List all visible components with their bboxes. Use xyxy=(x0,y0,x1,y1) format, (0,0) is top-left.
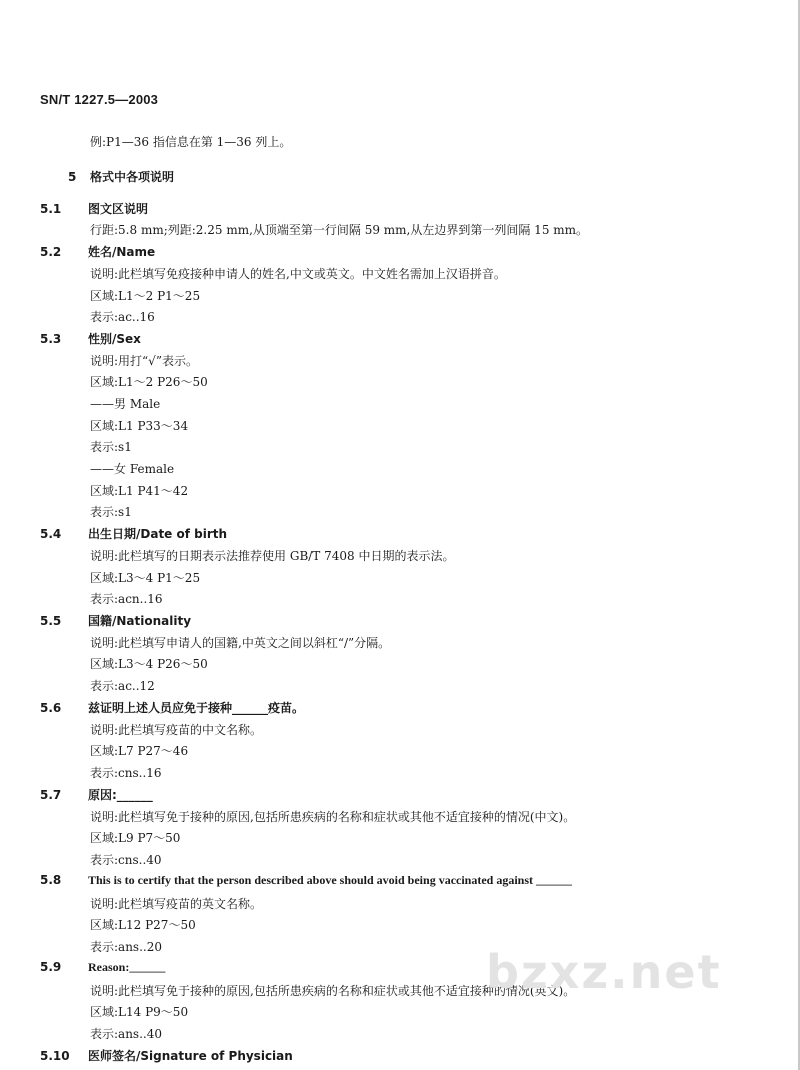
item-number: 5.1 xyxy=(40,202,62,216)
item-line: 区域:L12 P27～50 xyxy=(90,918,196,932)
item-line: 表示:acn..16 xyxy=(90,592,163,606)
item-line: 区域:L14 P9～50 xyxy=(90,1005,189,1019)
item-line: 区域:L7 P27～46 xyxy=(90,744,189,758)
item-line: 区域:L3～4 P1～25 xyxy=(90,571,201,585)
item-line: 说明:此栏填写免于接种的原因,包括所患疾病的名称和症状或其他不适宜接种的情况(英文)。 xyxy=(90,984,576,998)
item-title: 医师签名/Signature of Physician xyxy=(88,1049,293,1063)
item-heading xyxy=(40,200,148,217)
item-line: 表示:cns..40 xyxy=(90,853,162,867)
item-line: 说明:此栏填写疫苗的中文名称。 xyxy=(90,723,263,737)
item-line: 区域:L1 P41～42 xyxy=(90,484,189,498)
item-title: Reason:______ xyxy=(88,960,166,974)
item-number: 5.8 xyxy=(40,873,62,887)
item-title: 姓名/Name xyxy=(88,245,156,259)
item-number: 5.3 xyxy=(40,332,62,346)
item-line: 表示:s1 xyxy=(90,505,132,519)
item-line: 行距:5.8 mm;列距:2.25 mm,从顶端至第一行间隔 59 mm,从左边界到第一列间隔 15 mm。 xyxy=(90,223,589,237)
item-line: 表示:ans..40 xyxy=(90,1027,162,1041)
item-line: 区域:L1～2 P26～50 xyxy=(90,375,208,389)
document-id: SN/T 1227.5—2003 xyxy=(40,92,159,107)
item-heading xyxy=(40,612,191,629)
item-line: 区域:L9 P7～50 xyxy=(90,831,181,845)
item-heading xyxy=(40,525,227,542)
item-title: This is to certify that the person described above should avoid being vaccinated against ______ xyxy=(88,873,573,887)
item-line: 说明:此栏填写免于接种的原因,包括所患疾病的名称和症状或其他不适宜接种的情况(中文)。 xyxy=(90,810,576,824)
item-number: 5.2 xyxy=(40,245,62,259)
item-heading xyxy=(40,1047,293,1064)
item-title: 图文区说明 xyxy=(88,202,149,216)
item-line: 表示:ac..12 xyxy=(90,679,155,693)
item-line: ——男 Male xyxy=(90,397,161,411)
item-line: 表示:ac..16 xyxy=(90,310,155,324)
item-number: 5.10 xyxy=(40,1049,70,1063)
section-title: 格式中各项说明 xyxy=(90,170,175,184)
item-heading xyxy=(40,699,304,716)
item-number: 5.5 xyxy=(40,614,62,628)
item-heading xyxy=(40,873,572,888)
item-line: 区域:L3～4 P26～50 xyxy=(90,657,208,671)
item-number: 5.7 xyxy=(40,788,62,802)
item-line: 区域:L1 P33～34 xyxy=(90,419,189,433)
item-title: 出生日期/Date of birth xyxy=(88,527,228,541)
item-title: 兹证明上述人员应免于接种______疫苗。 xyxy=(88,701,305,715)
item-title: 国籍/Nationality xyxy=(88,614,192,628)
item-line: 表示:ans..20 xyxy=(90,940,162,954)
item-line: 说明:此栏填写免疫接种申请人的姓名,中文或英文。中文姓名需加上汉语拼音。 xyxy=(90,267,506,281)
item-line: 说明:此栏填写的日期表示法推荐使用 GB/T 7408 中日期的表示法。 xyxy=(90,549,455,563)
item-title: 性别/Sex xyxy=(88,332,141,346)
item-heading xyxy=(40,330,141,347)
item-number: 5.9 xyxy=(40,960,62,974)
item-line: ——女 Female xyxy=(90,462,175,476)
item-line: 区域:L1～2 P1～25 xyxy=(90,289,201,303)
item-heading xyxy=(40,786,153,803)
section-heading xyxy=(68,168,174,185)
intro-example: 例:P1—36 指信息在第 1—36 列上。 xyxy=(90,135,292,149)
item-heading xyxy=(40,243,155,260)
item-number: 5.6 xyxy=(40,701,62,715)
item-line: 说明:此栏填写申请人的国籍,中英文之间以斜杠“/”分隔。 xyxy=(90,636,391,650)
item-heading xyxy=(40,960,165,975)
item-line: 说明:此栏填写疫苗的英文名称。 xyxy=(90,897,263,911)
item-number: 5.4 xyxy=(40,527,62,541)
item-line: 表示:cns..16 xyxy=(90,766,162,780)
section-number: 5 xyxy=(68,170,77,184)
item-line: 表示:s1 xyxy=(90,440,132,454)
watermark: bzxz.net xyxy=(486,945,722,999)
item-title: 原因:______ xyxy=(88,788,153,802)
item-line: 说明:用打“√”表示。 xyxy=(90,354,198,368)
